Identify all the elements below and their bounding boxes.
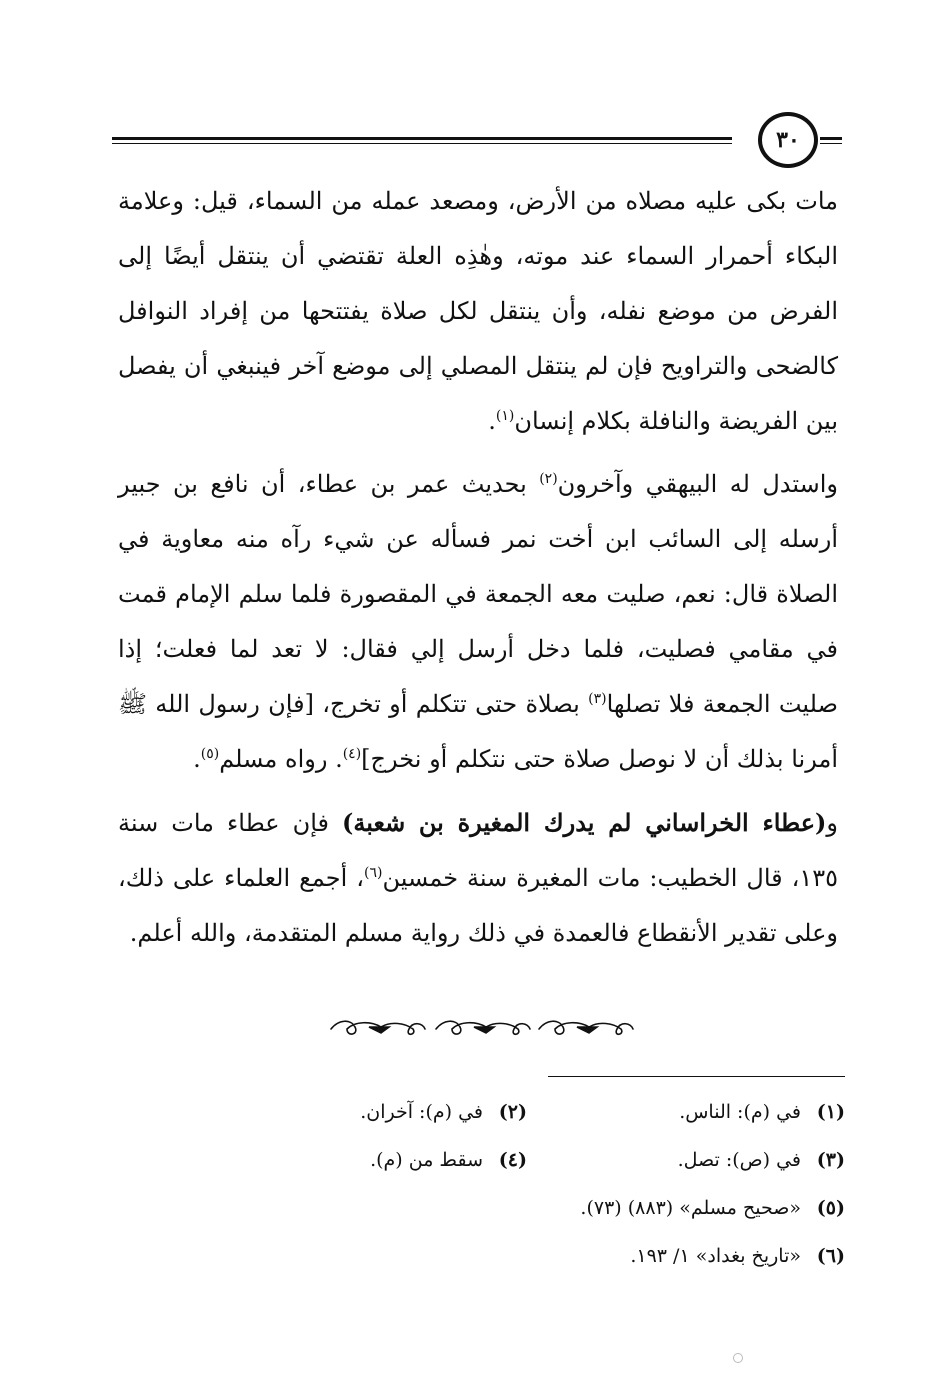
footnote-text: في (ص): تصل. xyxy=(677,1149,801,1171)
footnote-3 xyxy=(527,1136,845,1184)
footnote-5 xyxy=(580,1184,845,1232)
footnote-text: في (م): آخران. xyxy=(360,1101,483,1123)
footnote-ref-3: (٣) xyxy=(588,691,607,707)
footnote-number: (٦) xyxy=(816,1245,845,1267)
scan-mark xyxy=(733,1353,743,1363)
footnote-text: في (م): الناس. xyxy=(679,1101,801,1123)
footnote-2 xyxy=(360,1088,527,1136)
paragraph-3-highlight: (عطاء الخراساني لم يدرك المغيرة بن شعبة) xyxy=(342,808,827,837)
header-rule-thin xyxy=(112,143,732,144)
page-number: ٣٠ xyxy=(776,127,800,153)
footnote-separator xyxy=(548,1076,845,1077)
page-header xyxy=(112,112,842,172)
page-number-badge xyxy=(758,112,818,168)
footnote-number: (٥) xyxy=(816,1197,845,1219)
paragraph-2-text-b: بحديث عمر بن عطاء، أن نافع بن جبير أرسله إلى السائب ابن أخت نمر فسأله عن شيء رآه منه معاوية في الصلاة قال: نعم، صليت معه الجمعة في المقصورة فلما سلم الإمام قمت في مقامي فصليت، فلما دخل أرسل إلي فقال: لا تعد لما فعلت؛ إذا صليت الجمعة فلا تصلها xyxy=(118,470,838,718)
paragraph-2 xyxy=(118,457,838,787)
footnote-number: (٣) xyxy=(816,1149,845,1171)
footnote-ref-5: (٥) xyxy=(200,746,220,762)
header-rule-thick xyxy=(112,137,732,140)
paragraph-1-text: مات بكى عليه مصلاه من الأرض، ومصعد عمله من السماء، قيل: وعلامة البكاء أحمرار السماء عند موته، وهٰذِه العلة تقتضي أن ينتقل أيضًا إلى الفرض من موضع نفله، وأن ينتقل لكل صلاة يفتتحها من إفراد النوافل كالضحى والتراويح فإن لم ينتقل المصلي إلى موضع آخر فينبغي أن يفصل بين الفريضة والنافلة بكلام إنسان xyxy=(118,187,838,435)
footnote-4 xyxy=(370,1136,527,1184)
section-divider-ornament xyxy=(325,1015,635,1041)
footnote-text: سقط من (م). xyxy=(370,1149,483,1171)
ornament-unit-icon xyxy=(436,1021,530,1034)
paragraph-1 xyxy=(118,174,838,449)
paragraph-3-text-b: ، أجمع العلماء على ذلك، وعلى تقدير الأنقطاع فالعمدة في ذلك رواية مسلم المتقدمة، والله أعلم. xyxy=(118,864,838,947)
paragraph-3 xyxy=(118,795,838,961)
paragraph-3-prefix: و xyxy=(826,809,839,837)
paragraph-3-text-a: فإن عطاء مات سنة ١٣٥، قال الخطيب: مات المغيرة سنة خمسين xyxy=(118,809,838,892)
ornament-unit-icon xyxy=(539,1021,633,1034)
footnote-row xyxy=(300,1232,845,1280)
footnote-row xyxy=(300,1184,845,1232)
footnote-text: «صحيح مسلم» (٨٨٣) (٧٣). xyxy=(580,1197,801,1219)
footnote-row xyxy=(300,1088,845,1136)
footnote-row xyxy=(300,1136,845,1184)
footnote-text: «تاريخ بغداد» ١/ ١٩٣. xyxy=(630,1245,801,1267)
header-rule-tail-thin xyxy=(820,143,842,144)
paragraph-2-end: . xyxy=(193,745,201,773)
paragraph-1-end: . xyxy=(488,407,496,435)
main-text xyxy=(118,174,838,969)
footnote-1 xyxy=(527,1088,845,1136)
footnote-number: (٢) xyxy=(498,1101,527,1123)
header-rule-tail xyxy=(820,137,842,140)
paragraph-2-text-a: واستدل له البيهقي وآخرون xyxy=(557,470,838,498)
footnote-ref-1: (١) xyxy=(495,408,515,424)
footnotes xyxy=(300,1088,845,1280)
footnote-ref-6: (٦) xyxy=(363,865,383,881)
ornament-unit-icon xyxy=(331,1021,425,1034)
footnote-number: (٤) xyxy=(498,1149,527,1171)
paragraph-2-text-c: بصلاة حتى تتكلم أو تخرج، [فإن رسول الله ﷺ أمرنا بذلك أن لا نوصل صلاة حتى نتكلم أو نخرج] xyxy=(118,690,838,773)
footnote-number: (١) xyxy=(816,1101,845,1123)
paragraph-2-text-d: . رواه مسلم xyxy=(219,745,343,773)
footnote-ref-2: (٢) xyxy=(539,471,558,487)
footnote-ref-4: (٤) xyxy=(342,746,362,762)
footnote-6 xyxy=(630,1232,845,1280)
